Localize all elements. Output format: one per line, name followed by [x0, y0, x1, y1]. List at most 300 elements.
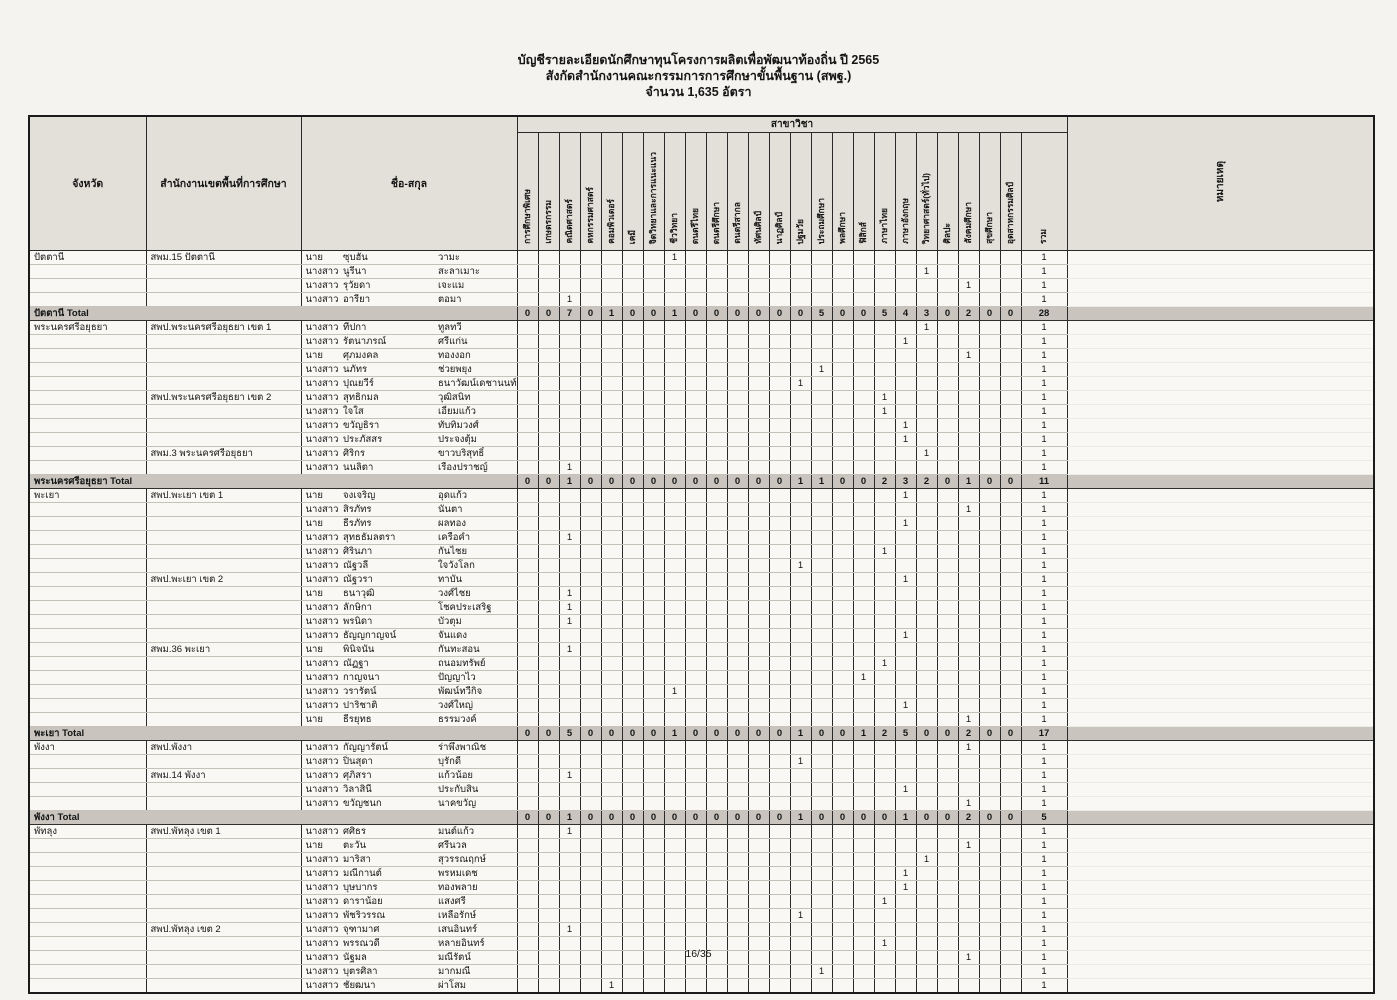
- subject-count-cell: [517, 867, 538, 881]
- subject-count-cell: [1000, 853, 1021, 867]
- subject-count-cell: [769, 447, 790, 461]
- last-name-cell: ทองพลาย: [436, 881, 517, 895]
- subject-count-cell: [538, 797, 559, 811]
- district-cell: [146, 559, 301, 573]
- subject-count-cell: 1: [874, 405, 895, 419]
- subject-count-cell: [937, 713, 958, 727]
- subject-count-cell: [538, 517, 559, 531]
- col-header-subject: [643, 133, 664, 251]
- province-cell: [29, 349, 146, 363]
- subject-count-cell: [643, 839, 664, 853]
- col-header-subject: [727, 133, 748, 251]
- first-name-cell: ณัฐวลี: [341, 559, 436, 573]
- subject-count-cell: [517, 671, 538, 685]
- subject-count-cell: [853, 363, 874, 377]
- subject-count-cell: [916, 839, 937, 853]
- subject-count-cell: [958, 391, 979, 405]
- section-total-cell: 2: [874, 475, 895, 489]
- section-total-row: [29, 475, 1374, 489]
- subject-count-cell: [727, 797, 748, 811]
- name-title-cell: นางสาว: [301, 755, 341, 769]
- subject-count-cell: [664, 867, 685, 881]
- section-total-cell: 0: [916, 811, 937, 825]
- subject-count-cell: [916, 923, 937, 937]
- section-total-cell: 0: [979, 727, 1000, 741]
- section-grand-total: 28: [1021, 307, 1067, 321]
- section-total-cell: 4: [895, 307, 916, 321]
- subject-count-cell: [895, 853, 916, 867]
- subject-count-cell: [643, 489, 664, 503]
- province-cell: [29, 601, 146, 615]
- total-label: รวม: [1038, 229, 1049, 244]
- province-cell: ปัตตานี: [29, 251, 146, 265]
- subject-count-cell: [643, 349, 664, 363]
- first-name-cell: นัฐมล: [341, 951, 436, 965]
- section-total-cell: 0: [643, 811, 664, 825]
- subject-count-cell: [958, 545, 979, 559]
- subject-count-cell: [727, 489, 748, 503]
- subject-count-cell: [769, 741, 790, 755]
- province-cell: [29, 797, 146, 811]
- section-total-cell: 2: [958, 727, 979, 741]
- subject-count-cell: [811, 867, 832, 881]
- subject-count-cell: [748, 713, 769, 727]
- subject-count-cell: [874, 615, 895, 629]
- name-title-cell: นางสาว: [301, 923, 341, 937]
- subject-count-cell: [748, 685, 769, 699]
- section-total-cell: 0: [538, 727, 559, 741]
- remark-label: หมายเหตุ: [1214, 161, 1226, 203]
- subject-count-cell: [685, 573, 706, 587]
- subject-count-cell: [727, 881, 748, 895]
- subject-count-cell: [643, 377, 664, 391]
- table-row: [29, 671, 1374, 685]
- subject-count-cell: [811, 923, 832, 937]
- subject-count-cell: 1: [916, 447, 937, 461]
- subject-count-cell: [874, 293, 895, 307]
- subject-count-cell: 1: [664, 685, 685, 699]
- first-name-cell: ปิ่นสุดา: [341, 755, 436, 769]
- subject-count-cell: [559, 447, 580, 461]
- table-row: [29, 391, 1374, 405]
- section-total-cell: 0: [685, 475, 706, 489]
- subject-count-cell: [790, 657, 811, 671]
- subject-count-cell: [559, 419, 580, 433]
- row-total-cell: 1: [1021, 601, 1067, 615]
- last-name-cell: จันแดง: [436, 629, 517, 643]
- remark-cell: [1067, 699, 1374, 713]
- first-name-cell: รุวัยดา: [341, 279, 436, 293]
- subject-label: ภาษาไทย: [878, 208, 889, 244]
- section-total-cell: 0: [706, 811, 727, 825]
- subject-count-cell: [727, 391, 748, 405]
- subject-count-cell: [643, 293, 664, 307]
- subject-count-cell: [1000, 825, 1021, 839]
- subject-count-cell: [958, 531, 979, 545]
- subject-count-cell: [727, 573, 748, 587]
- col-header-subject: [538, 133, 559, 251]
- row-total-cell: 1: [1021, 643, 1067, 657]
- subject-count-cell: [769, 979, 790, 994]
- subject-count-cell: [517, 853, 538, 867]
- subject-count-cell: [979, 545, 1000, 559]
- name-title-cell: นางสาว: [301, 685, 341, 699]
- section-total-cell: 0: [685, 811, 706, 825]
- province-cell: พังงา: [29, 741, 146, 755]
- subject-count-cell: [790, 545, 811, 559]
- first-name-cell: นูรีนา: [341, 265, 436, 279]
- subject-count-cell: [895, 265, 916, 279]
- section-grand-total: 5: [1021, 811, 1067, 825]
- section-total-cell: 0: [538, 811, 559, 825]
- remark-cell: [1067, 811, 1374, 825]
- subject-count-cell: [664, 881, 685, 895]
- subject-count-cell: [559, 671, 580, 685]
- col-header-subject: [601, 133, 622, 251]
- subject-count-cell: [979, 559, 1000, 573]
- subject-count-cell: [727, 545, 748, 559]
- subject-count-cell: [685, 769, 706, 783]
- district-cell: [146, 461, 301, 475]
- subject-count-cell: [979, 671, 1000, 685]
- subject-count-cell: [622, 279, 643, 293]
- subject-count-cell: [874, 867, 895, 881]
- subject-count-cell: [664, 741, 685, 755]
- section-total-cell: 1: [559, 475, 580, 489]
- subject-count-cell: [874, 769, 895, 783]
- subject-count-cell: [832, 265, 853, 279]
- subject-count-cell: [517, 699, 538, 713]
- province-cell: [29, 391, 146, 405]
- subject-count-cell: [748, 419, 769, 433]
- subject-count-cell: [832, 279, 853, 293]
- subject-count-cell: [937, 881, 958, 895]
- subject-count-cell: 1: [895, 335, 916, 349]
- name-title-cell: นางสาว: [301, 699, 341, 713]
- row-total-cell: 1: [1021, 265, 1067, 279]
- section-total-cell: 0: [580, 811, 601, 825]
- subject-count-cell: [916, 489, 937, 503]
- subject-count-cell: [937, 601, 958, 615]
- col-header-subject: [916, 133, 937, 251]
- subject-count-cell: [748, 265, 769, 279]
- district-cell: [146, 363, 301, 377]
- subject-label: เกษตรกรรม: [542, 200, 553, 244]
- remark-cell: [1067, 293, 1374, 307]
- last-name-cell: ธรรมวงค์: [436, 713, 517, 727]
- province-cell: [29, 657, 146, 671]
- subject-count-cell: [916, 825, 937, 839]
- subject-count-cell: [895, 909, 916, 923]
- subject-count-cell: [979, 797, 1000, 811]
- col-header-subject: [832, 133, 853, 251]
- subject-count-cell: [769, 895, 790, 909]
- subject-count-cell: [748, 755, 769, 769]
- name-title-cell: นางสาว: [301, 741, 341, 755]
- table-row: [29, 755, 1374, 769]
- subject-count-cell: [685, 643, 706, 657]
- subject-count-cell: [1000, 461, 1021, 475]
- subject-count-cell: [685, 853, 706, 867]
- last-name-cell: วงศ์ไชย: [436, 587, 517, 601]
- subject-count-cell: [664, 923, 685, 937]
- subject-count-cell: [538, 825, 559, 839]
- subject-count-cell: [958, 601, 979, 615]
- subject-count-cell: [769, 699, 790, 713]
- subject-count-cell: [895, 503, 916, 517]
- subject-count-cell: [853, 349, 874, 363]
- subject-count-cell: [1000, 251, 1021, 265]
- subject-count-cell: [916, 559, 937, 573]
- subject-count-cell: [643, 587, 664, 601]
- subject-count-cell: [601, 489, 622, 503]
- subject-count-cell: [643, 419, 664, 433]
- subject-count-cell: [664, 769, 685, 783]
- section-total-cell: 3: [916, 307, 937, 321]
- subject-count-cell: [811, 783, 832, 797]
- document-title-line2: สังกัดสำนักงานคณะกรรมการการศึกษาขั้นพื้นฐาน (สพฐ.): [545, 69, 852, 83]
- remark-cell: [1067, 503, 1374, 517]
- subject-count-cell: [874, 279, 895, 293]
- col-header-subject: [958, 133, 979, 251]
- subject-count-cell: [811, 825, 832, 839]
- subject-count-cell: [1000, 615, 1021, 629]
- name-title-cell: นางสาว: [301, 895, 341, 909]
- row-total-cell: 1: [1021, 979, 1067, 994]
- row-total-cell: 1: [1021, 587, 1067, 601]
- subject-count-cell: [853, 531, 874, 545]
- subject-count-cell: [853, 601, 874, 615]
- subject-count-cell: [664, 909, 685, 923]
- subject-count-cell: [853, 461, 874, 475]
- last-name-cell: เจะแม: [436, 279, 517, 293]
- subject-count-cell: [853, 419, 874, 433]
- subject-count-cell: [685, 685, 706, 699]
- subject-count-cell: [517, 363, 538, 377]
- subject-count-cell: [916, 531, 937, 545]
- subject-count-cell: [874, 979, 895, 994]
- subject-label: คณิตศาสตร์: [563, 199, 574, 244]
- row-total-cell: 1: [1021, 741, 1067, 755]
- subject-count-cell: 1: [916, 853, 937, 867]
- district-cell: [146, 909, 301, 923]
- first-name-cell: ธนาวุฒิ: [341, 587, 436, 601]
- subject-count-cell: [559, 657, 580, 671]
- document-title-line3: จำนวน 1,635 อัตรา: [645, 85, 752, 99]
- section-total-cell: 2: [874, 727, 895, 741]
- subject-count-cell: [685, 755, 706, 769]
- subject-count-cell: [643, 251, 664, 265]
- subject-count-cell: [727, 657, 748, 671]
- row-total-cell: 1: [1021, 713, 1067, 727]
- subject-count-cell: [811, 909, 832, 923]
- subject-count-cell: [769, 349, 790, 363]
- first-name-cell: ใจใส: [341, 405, 436, 419]
- province-cell: [29, 867, 146, 881]
- subject-count-cell: 1: [559, 923, 580, 937]
- subject-count-cell: [727, 685, 748, 699]
- subject-count-cell: [937, 559, 958, 573]
- subject-count-cell: [811, 377, 832, 391]
- subject-count-cell: [895, 657, 916, 671]
- subject-count-cell: [580, 251, 601, 265]
- subject-count-cell: [979, 923, 1000, 937]
- subject-count-cell: [853, 699, 874, 713]
- district-cell: [146, 867, 301, 881]
- subject-count-cell: [601, 923, 622, 937]
- first-name-cell: ธีรภัทร: [341, 517, 436, 531]
- subject-count-cell: [664, 853, 685, 867]
- province-cell: [29, 643, 146, 657]
- subject-count-cell: [937, 293, 958, 307]
- subject-count-cell: [643, 265, 664, 279]
- subject-count-cell: [853, 293, 874, 307]
- remark-cell: [1067, 895, 1374, 909]
- subject-count-cell: [664, 279, 685, 293]
- subject-count-cell: [664, 349, 685, 363]
- subject-count-cell: [559, 363, 580, 377]
- subject-count-cell: [538, 503, 559, 517]
- district-cell: [146, 713, 301, 727]
- subject-count-cell: [538, 531, 559, 545]
- table-row: [29, 251, 1374, 265]
- subject-count-cell: [601, 363, 622, 377]
- subject-count-cell: [769, 657, 790, 671]
- subject-count-cell: [706, 979, 727, 994]
- first-name-cell: ขวัญชนก: [341, 797, 436, 811]
- subject-count-cell: [811, 251, 832, 265]
- subject-count-cell: [895, 755, 916, 769]
- subject-count-cell: [559, 321, 580, 335]
- remark-cell: [1067, 265, 1374, 279]
- subject-count-cell: [685, 391, 706, 405]
- last-name-cell: กันทะสอน: [436, 643, 517, 657]
- section-total-cell: 0: [664, 811, 685, 825]
- subject-count-cell: [580, 895, 601, 909]
- subject-count-cell: [958, 699, 979, 713]
- last-name-cell: มณีรัตน์: [436, 951, 517, 965]
- subject-count-cell: [580, 349, 601, 363]
- section-total-cell: 0: [853, 475, 874, 489]
- subject-count-cell: [706, 265, 727, 279]
- table-row: [29, 601, 1374, 615]
- subject-count-cell: [580, 867, 601, 881]
- subject-count-cell: [958, 321, 979, 335]
- subject-count-cell: [1000, 391, 1021, 405]
- subject-count-cell: [706, 867, 727, 881]
- subject-count-cell: [853, 965, 874, 979]
- subject-count-cell: [664, 825, 685, 839]
- table-row: [29, 433, 1374, 447]
- row-total-cell: 1: [1021, 559, 1067, 573]
- subject-count-cell: [685, 461, 706, 475]
- subject-count-cell: [643, 881, 664, 895]
- first-name-cell: ศิริกร: [341, 447, 436, 461]
- subject-count-cell: [811, 797, 832, 811]
- subject-count-cell: [790, 629, 811, 643]
- subject-count-cell: [853, 909, 874, 923]
- subject-count-cell: [790, 699, 811, 713]
- table-row: [29, 573, 1374, 587]
- table-row: [29, 657, 1374, 671]
- col-header-subject: [769, 133, 790, 251]
- subject-count-cell: [958, 265, 979, 279]
- subject-count-cell: [790, 685, 811, 699]
- subject-count-cell: [937, 671, 958, 685]
- first-name-cell: พัชริวรรณ: [341, 909, 436, 923]
- subject-count-cell: [832, 797, 853, 811]
- subject-count-cell: 1: [874, 391, 895, 405]
- name-title-cell: นาย: [301, 839, 341, 853]
- subject-count-cell: [685, 657, 706, 671]
- subject-count-cell: [643, 895, 664, 909]
- subject-count-cell: [832, 573, 853, 587]
- last-name-cell: วงศ์ใหญ่: [436, 699, 517, 713]
- section-total-cell: 0: [664, 475, 685, 489]
- subject-count-cell: [664, 321, 685, 335]
- subject-count-cell: [979, 433, 1000, 447]
- subject-count-cell: [601, 279, 622, 293]
- document-title-block: [0, 52, 1397, 100]
- section-total-cell: 5: [559, 727, 580, 741]
- subject-count-cell: [643, 279, 664, 293]
- subject-count-cell: [769, 923, 790, 937]
- subject-count-cell: [559, 405, 580, 419]
- subject-count-cell: [769, 321, 790, 335]
- subject-count-cell: [958, 559, 979, 573]
- province-cell: [29, 279, 146, 293]
- subject-count-cell: [769, 517, 790, 531]
- subject-count-cell: [916, 881, 937, 895]
- subject-count-cell: [811, 405, 832, 419]
- subject-count-cell: [979, 881, 1000, 895]
- subject-count-cell: [748, 643, 769, 657]
- province-cell: [29, 895, 146, 909]
- last-name-cell: ร่าพึงพาณิช: [436, 741, 517, 755]
- subject-count-cell: [979, 391, 1000, 405]
- subject-count-cell: [1000, 923, 1021, 937]
- subject-count-cell: [916, 909, 937, 923]
- subject-count-cell: [937, 573, 958, 587]
- subject-count-cell: [832, 657, 853, 671]
- table-row: [29, 587, 1374, 601]
- name-title-cell: นางสาว: [301, 937, 341, 951]
- subject-count-cell: 1: [790, 377, 811, 391]
- subject-count-cell: [979, 601, 1000, 615]
- subject-count-cell: [559, 391, 580, 405]
- subject-count-cell: [622, 965, 643, 979]
- subject-count-cell: [832, 895, 853, 909]
- subject-count-cell: [748, 867, 769, 881]
- table-row: [29, 377, 1374, 391]
- subject-count-cell: [643, 713, 664, 727]
- subject-count-cell: [811, 503, 832, 517]
- subject-count-cell: [1000, 643, 1021, 657]
- subject-count-cell: [958, 293, 979, 307]
- subject-count-cell: [874, 699, 895, 713]
- subject-count-cell: [706, 657, 727, 671]
- subject-count-cell: [832, 545, 853, 559]
- row-total-cell: 1: [1021, 293, 1067, 307]
- subject-count-cell: [811, 587, 832, 601]
- subject-count-cell: [832, 671, 853, 685]
- last-name-cell: บัวตุม: [436, 615, 517, 629]
- last-name-cell: สุวรรณฤกษ์: [436, 853, 517, 867]
- subject-count-cell: [622, 293, 643, 307]
- remark-cell: [1067, 559, 1374, 573]
- subject-count-cell: [958, 447, 979, 461]
- first-name-cell: มณีกานต์: [341, 867, 436, 881]
